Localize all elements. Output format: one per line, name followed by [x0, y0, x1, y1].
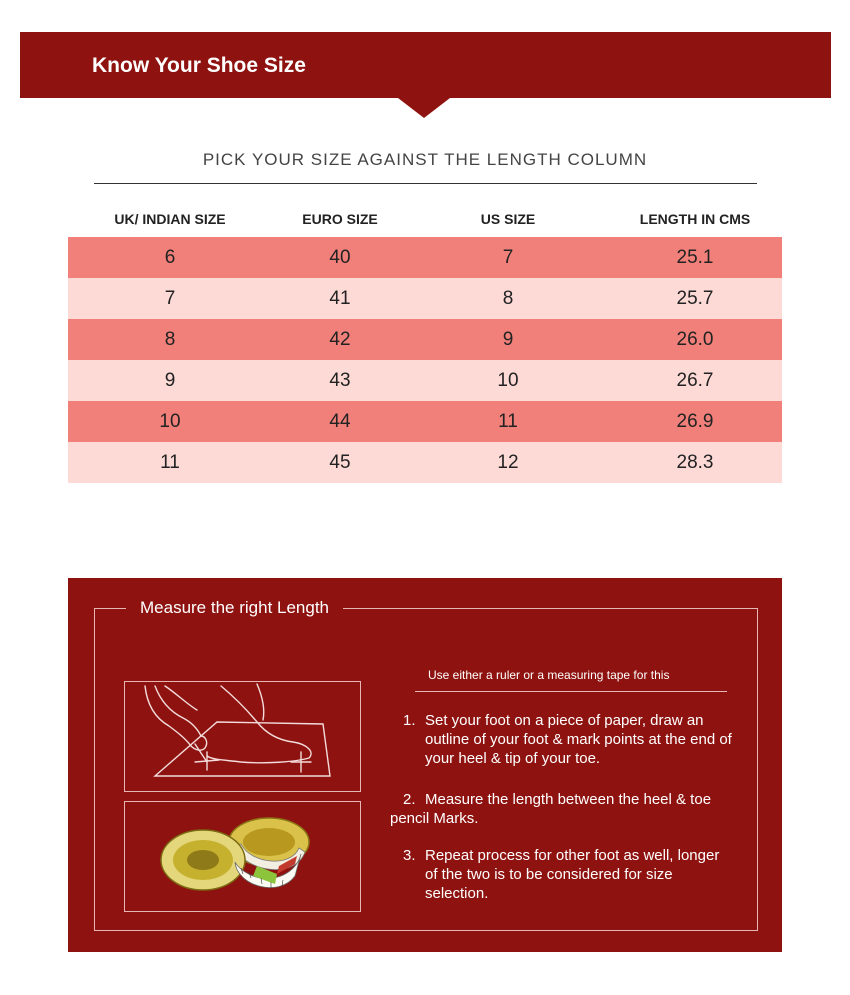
measure-hint: Use either a ruler or a measuring tape for this: [428, 668, 670, 682]
header-us-size: US SIZE: [480, 210, 536, 227]
step-text: Measure the length between the heel & toe pencil Marks.: [390, 791, 753, 827]
table-header-row: [68, 200, 782, 237]
cell-us-size: 11: [498, 410, 518, 432]
cell-us-size: 7: [502, 246, 514, 268]
step-text: Set your foot on a piece of paper, draw an outline of your foot & mark points at the end of your heel & tip of your toe.: [425, 712, 732, 767]
cell-uk-size: 8: [164, 328, 176, 350]
header-banner: [20, 32, 831, 98]
cell-us-size: 12: [497, 451, 519, 473]
cell-us-size: 10: [497, 369, 519, 391]
cell-uk-size: 6: [164, 246, 176, 268]
cell-euro-size: 43: [329, 369, 351, 391]
page-title: Know Your Shoe Size: [92, 54, 306, 77]
cell-uk-size: 9: [164, 369, 176, 391]
table-subtitle: PICK YOUR SIZE AGAINST THE LENGTH COLUMN: [202, 150, 648, 169]
cell-length: 26.0: [676, 328, 714, 350]
measure-panel: [68, 578, 782, 952]
cell-us-size: 8: [502, 287, 514, 309]
cell-uk-size: 10: [159, 410, 181, 432]
table-row: [68, 401, 782, 442]
step-number: 1.: [403, 712, 416, 729]
step-text: Repeat process for other foot as well, longer of the two is to be considered for size selection.: [425, 847, 720, 902]
measuring-tape-icon: [124, 801, 361, 912]
table-row: [68, 442, 782, 483]
cell-euro-size: 41: [329, 287, 351, 309]
cell-length: 26.7: [676, 369, 714, 391]
cell-length: 26.9: [676, 410, 714, 432]
subtitle-divider: [94, 183, 757, 184]
cell-uk-size: 11: [160, 451, 180, 473]
measure-title: Measure the right Length: [126, 598, 343, 618]
table-row: [68, 360, 782, 401]
cell-euro-size: 40: [329, 246, 351, 268]
table-row: [68, 278, 782, 319]
header-notch: [398, 98, 450, 118]
cell-euro-size: 42: [329, 328, 351, 350]
size-chart-table: [68, 200, 782, 483]
cell-euro-size: 45: [329, 451, 351, 473]
table-row: [68, 237, 782, 278]
table-row: [68, 319, 782, 360]
instruction-step: [403, 846, 733, 903]
foot-drawing-icon: [124, 681, 361, 792]
header-uk-size: UK/ INDIAN SIZE: [114, 210, 226, 227]
cell-length: 25.1: [676, 246, 714, 268]
header-length: LENGTH IN CMS: [639, 210, 751, 227]
cell-euro-size: 44: [329, 410, 351, 432]
step-number: 3.: [403, 847, 416, 864]
header-euro-size: EURO SIZE: [302, 210, 378, 227]
cell-length: 25.7: [676, 287, 714, 309]
cell-length: 28.3: [676, 451, 714, 473]
step-number: 2.: [403, 791, 416, 808]
instruction-step: [390, 790, 753, 828]
cell-uk-size: 7: [164, 287, 176, 309]
hint-divider: [415, 691, 727, 692]
cell-us-size: 9: [502, 328, 514, 350]
instruction-step: [403, 711, 733, 768]
